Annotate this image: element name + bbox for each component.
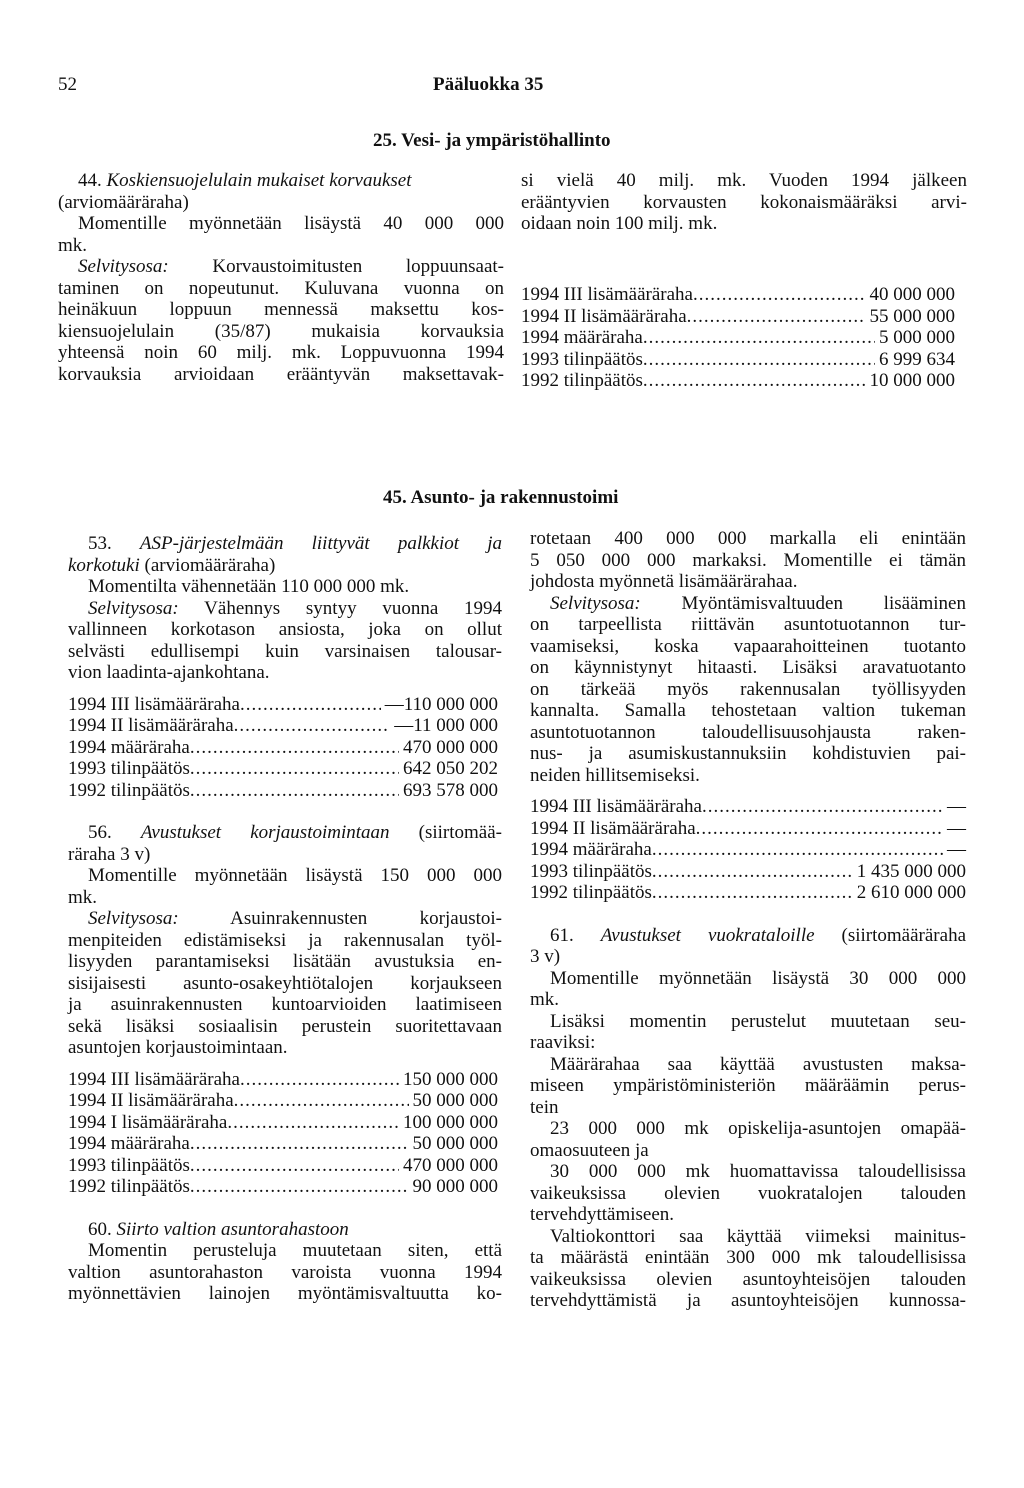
item-56-table [68,1069,498,1198]
selvitys-label: Selvitysosa: [78,256,169,277]
table-row: 1992 tilinpäätös ..... 90 000 000 [68,1176,498,1198]
item-60-right-line-3: johdosta myönnetä lisämäärärahaa. [530,571,798,592]
item-53-selvitys-line-2: vallinneen korkotason ansiosta, joka on ollut [68,619,502,640]
section-25-right-column [521,170,967,235]
item-61-line-7: omaosuuteen ja [530,1139,649,1161]
table-row: 1994 II lisämääräraha ..... —11 000 000 [68,715,498,737]
item-56-increase-cont: mk. [68,886,98,908]
item-44-heading [58,170,504,192]
item-61-line-5: tein [530,1096,559,1118]
table-row: 1994 III lisämääräraha ..... —110 000 000 [68,694,498,716]
table-row: 1994 I lisämääräraha ..... 100 000 000 [68,1112,498,1134]
section-25-title: 25. Vesi- ja ympäristöhallinto [373,130,611,151]
item-61-title: Avustukset vuokrataloille [600,924,815,946]
item-60-selvitys-line-3: vaamiseksi, koska vapaarahoitteinen tuotanto [530,635,966,657]
table-row: 1994 III lisämääräraha ..... 150 000 000 [68,1069,498,1091]
item-56-title: Avustukset korjaustoimintaan [140,822,390,843]
item-60-selvitys-line-5: on tärkeää myös rakennusalan työllisyyden [530,678,966,700]
item-56-selvitys-line-4: sisijaisesti asunto-osakeyhtiötalojen korjaukseen [68,972,502,994]
item-61-line-13: vaikeuksissa olevien asuntoyhteisöjen talouden [530,1268,966,1290]
item-44-right-line-1: si vielä 40 milj. mk. Vuoden 1994 jälkeen [521,170,967,191]
item-61-line-8: 30 000 000 mk huomattavissa taloudellisissa [550,1161,966,1182]
table-row: 1994 II lisämääräraha ..... — [530,818,966,840]
item-56-selvitys-line-7: asuntojen korjaustoimintaan. [68,1037,288,1058]
running-title: Pääluokka 35 [433,74,544,95]
item-61-line-14: tervehdyttämistä ja asuntoyhteisöjen kunnossa- [530,1290,966,1311]
item-60-selvitys-line-8: nus- ja asumiskustannuksiin kohdistuvien pai- [530,743,966,764]
item-61-line-12: ta määrästä enintään 300 000 mk taloudellisissa [530,1247,966,1268]
table-row: 1994 määräraha ..... 5 000 000 [521,327,955,349]
section-45-title: 45. Asunto- ja rakennustoimi [383,487,619,508]
item-60-table [530,796,966,904]
item-61-title-line-2: 3 v) [530,946,561,967]
table-row: 1994 III lisämääräraha ..... 40 000 000 [521,284,955,306]
item-44-selvitys-line-1: Selvitysosa: Korvaustoimitusten loppuunsaat- [78,256,504,277]
item-60-line-3: myönnettävien lainojen myöntämisvaltuutta ko- [68,1283,502,1304]
page-number: 52 [58,74,77,95]
item-44-selvitys-line-2: taminen on nopeutunut. Kuluvana vuonna on [58,277,504,299]
item-56-heading: 56. Avustukset korjaustoimintaan (siirtomää- [88,822,503,843]
item-44-selvitys-line-6: korvauksia arvioidaan erääntyvän maksettavak- [58,363,504,385]
item-60-right-line-2: 5 050 000 000 markaksi. Momentille ei tämän [530,549,966,571]
item-53-title: ASP-järjestelmään liittyvät palkkiot ja [139,533,502,554]
table-row: 1994 määräraha ..... 470 000 000 [68,737,498,759]
item-44-selvitys-line-3: heinäkuun loppuun mennessä maksettu kos- [58,299,504,320]
item-61-increase-cont: mk. [530,989,560,1010]
item-56-number: 56. [88,822,112,843]
item-44-increase-cont: mk. [58,234,88,256]
item-44-increase: Momentille myönnetään lisäystä 40 000 000 [78,213,504,234]
table-row: 1993 tilinpäätös ..... 1 435 000 000 [530,861,966,883]
selvitys-label: Selvitysosa: [88,597,179,619]
item-56-selvitys-line-1: Selvitysosa: Asuinrakennusten korjaustoi- [88,908,502,929]
item-53-selvitys-line-3: selvästi edullisempi kuin varsinaisen talousar- [68,640,502,662]
table-row: 1994 määräraha ..... 50 000 000 [68,1133,498,1155]
table-row: 1994 määräraha ..... — [530,839,966,861]
table-row: 1994 III lisämääräraha ..... — [530,796,966,818]
item-60-selvitys-line-1: Selvitysosa: Myöntämisvaltuuden lisääminen [550,592,966,614]
item-53-decrease: Momentilta vähennetään 110 000 000 mk. [88,576,410,597]
item-56-increase: Momentille myönnetään lisäystä 150 000 000 [88,865,502,886]
item-60-right-line-1: rotetaan 400 000 000 markalla eli enintään [530,528,966,549]
item-60-selvitys-line-2: on tarpeellista riittävän asuntotuotannon tur- [530,614,966,635]
item-56-selvitys-line-5: ja asuinrakennusten kuntoarvioiden laatimiseen [68,994,502,1015]
section-25-left-column [58,170,504,385]
item-44-right-line-2: erääntyvien korvausten kokonaismääräksi arvi- [521,191,967,213]
item-44-table [521,284,955,392]
table-row: 1992 tilinpäätös ..... 693 578 000 [68,780,498,802]
item-44-appropriation-type: (arviomääräraha) [58,191,189,213]
item-56-selvitys-line-3: lisyyden parantamiseksi lisätään avustuksia en- [68,951,502,972]
section-45-left-column [68,533,502,1305]
item-56-selvitys-line-6: sekä lisäksi sosiaalisin perustein suoritettavaan [68,1015,502,1037]
item-60-selvitys-line-4: on käynnistynyt hitaasti. Lisäksi aravatuotanto [530,657,966,678]
item-61-line-6: 23 000 000 mk opiskelija-asuntojen omapää- [550,1118,966,1139]
item-60-selvitys-line-9: neiden hillitsemiseksi. [530,764,700,786]
item-60-line-1: Momentin perusteluja muutetaan siten, että [88,1240,502,1261]
item-60-line-2: valtion asuntorahaston varoista vuonna 1994 [68,1261,502,1283]
selvitys-label: Selvitysosa: [550,592,641,614]
item-53-title-line-2: korkotuki (arviomääräraha) [68,554,276,576]
item-53-selvitys-line-1: Selvitysosa: Vähennys syntyy vuonna 1994 [88,597,502,619]
item-60-heading [68,1219,502,1241]
table-row: 1992 tilinpäätös ..... 10 000 000 [521,370,955,392]
table-row: 1993 tilinpäätös ..... 6 999 634 [521,349,955,371]
item-53-table [68,694,498,802]
table-row: 1992 tilinpäätös ..... 2 610 000 000 [530,882,966,904]
item-44-selvitys-line-5: yhteensä noin 60 milj. mk. Loppuvuonna 1994 [58,342,504,363]
selvitys-label: Selvitysosa: [88,908,179,929]
item-61-line-11: Valtiokonttori saa käyttää viimeksi mainitus- [550,1225,966,1247]
item-53-number: 53. [88,533,112,554]
table-row: 1993 tilinpäätös ..... 642 050 202 [68,758,498,780]
table-row: 1994 II lisämääräraha ..... 50 000 000 [68,1090,498,1112]
item-61-line-10: tervehdyttämiseen. [530,1204,675,1225]
item-56-title-line-2: räraha 3 v) [68,843,151,865]
item-60-selvitys-line-6: kannalta. Samalla tehostetaan valtion tukeman [530,700,966,721]
item-44-title: Koskiensuojelulain mukaiset korvaukset [106,170,412,191]
section-45-right-column [530,528,966,1312]
item-56-selvitys-line-2: menpiteiden edistämiseksi ja rakennusalan työl- [68,929,502,951]
item-61-line-1: Lisäksi momentin perustelut muutetaan seu- [550,1010,966,1032]
item-53-selvitys-line-4: vion laadinta-ajankohtana. [68,662,270,683]
item-44-number: 44. [78,170,102,191]
item-61-line-4: miseen ympäristöministeriön määräämin perus- [530,1075,966,1096]
item-44-right-line-3: oidaan noin 100 milj. mk. [521,213,718,234]
item-61-line-9: vaikeuksissa olevien vuokratalojen talouden [530,1182,966,1204]
table-row: 1993 tilinpäätös ..... 470 000 000 [68,1155,498,1177]
item-60-selvitys-line-7: asuntotuotannon taloudellisuusohjausta raken- [530,721,966,743]
item-53-heading [68,533,502,555]
item-61-line-2: raaviksi: [530,1032,596,1053]
item-61-heading: 61. Avustukset vuokrataloille (siirtomääräraha [550,924,967,946]
item-61-number: 61. [550,924,574,946]
item-44-selvitys-line-4: kiensuojelulain (35/87) mukaisia korvauksia [58,320,504,342]
item-60-number: 60. [88,1218,112,1240]
item-61-increase: Momentille myönnetään lisäystä 30 000 000 [550,967,966,989]
item-60-title: Siirto valtion asuntorahastoon [116,1218,349,1240]
item-61-line-3: Määrärahaa saa käyttää avustusten maksa- [550,1053,966,1075]
table-row: 1994 II lisämääräraha ..... 55 000 000 [521,306,955,328]
